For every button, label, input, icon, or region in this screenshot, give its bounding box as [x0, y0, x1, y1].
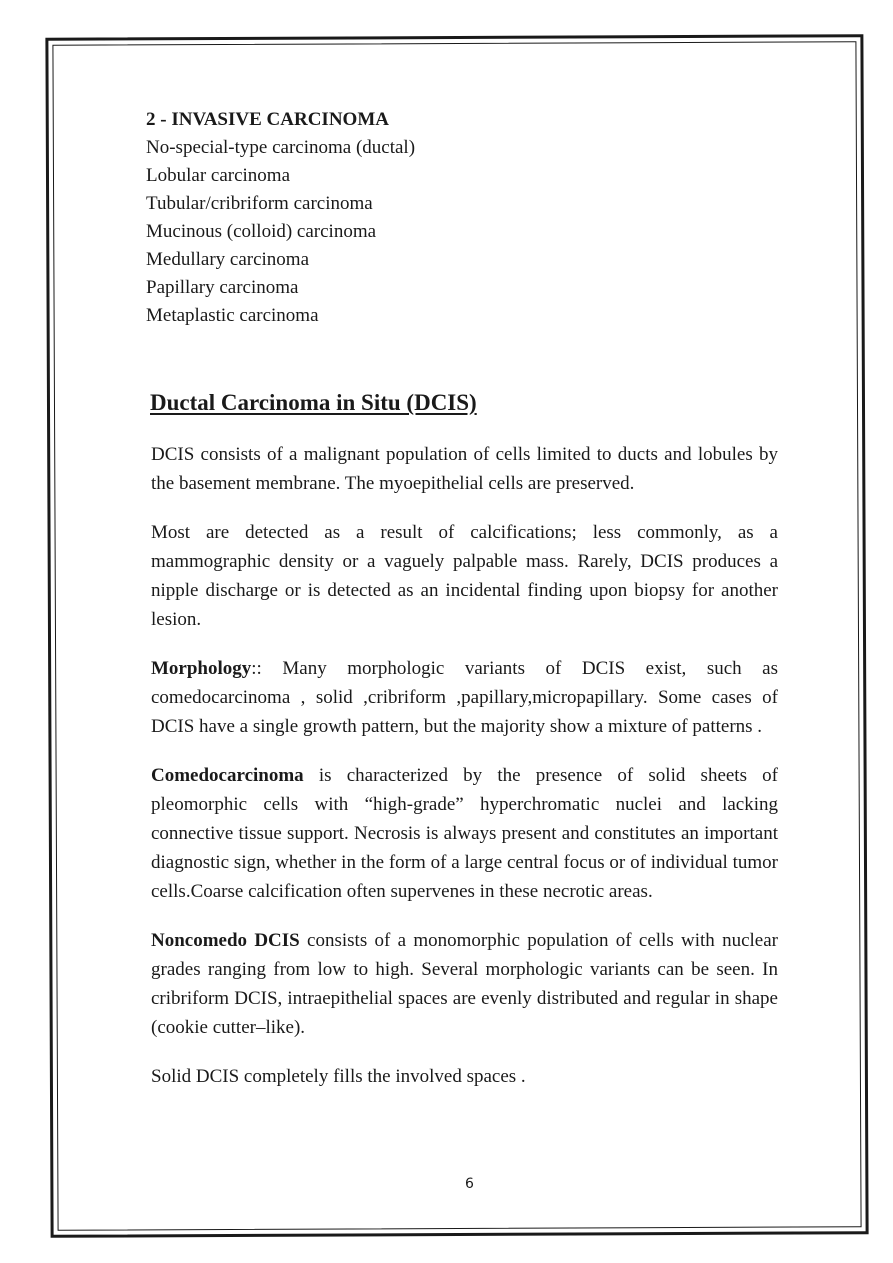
list-item: Metaplastic carcinoma	[146, 305, 319, 326]
list-item: Tubular/cribriform carcinoma	[146, 193, 373, 214]
noncomedo-paragraph	[151, 926, 778, 1042]
morphology-paragraph	[151, 654, 778, 741]
list-item: Papillary carcinoma	[146, 277, 299, 298]
dcis-detection-paragraph: Most are detected as a result of calcifications; less commonly, as a mammographic density or a vaguely palpable mass. Rarely, DCIS produces a nipple discharge or is detected as an incidental finding upon biopsy for another lesion.	[151, 522, 778, 630]
dcis-definition-paragraph: DCIS consists of a malignant population of cells limited to ducts and lobules by the basement membrane. The myoepithelial cells are preserved.	[151, 444, 778, 494]
comedocarcinoma-paragraph	[151, 761, 778, 906]
list-item: Lobular carcinoma	[146, 165, 291, 186]
page-content	[146, 106, 778, 1091]
list-item: No-special-type carcinoma (ductal)	[146, 137, 416, 158]
noncomedo-text: consists of a monomorphic population of cells with nuclear grades ranging from low to high. Several morphologic variants can be seen. In cribriform DCIS, intraepithelial spaces are evenly distributed and regular in shape (cookie cutter–like).	[151, 930, 778, 1038]
list-item: Medullary carcinoma	[146, 249, 310, 270]
page-number: 6	[465, 1176, 474, 1192]
morphology-label: Morphology	[151, 658, 252, 679]
comedocarcinoma-label: Comedocarcinoma	[151, 765, 304, 786]
solid-dcis-paragraph: Solid DCIS completely fills the involved spaces .	[151, 1066, 526, 1087]
page-number-container	[0, 1176, 893, 1192]
comedocarcinoma-text: is characterized by the presence of solid sheets of pleomorphic cells with “high-grade” hyperchromatic nuclei and lacking connective tissue support. Necrosis is always present and constitutes an important diagnostic sign, whether in the form of a large central focus or of individual tumor cells.Coarse calcification often supervenes in these necrotic areas.	[151, 765, 778, 902]
list-item: Mucinous (colloid) carcinoma	[146, 221, 377, 242]
morphology-text: :: Many morphologic variants of DCIS exist, such as comedocarcinoma , solid ,cribriform ,papillary,micropapillary. Some cases of DCIS have a single growth pattern, but the majority show a mixture of patterns .	[151, 658, 778, 737]
noncomedo-label: Noncomedo DCIS	[151, 930, 300, 951]
invasive-carcinoma-heading: 2 - INVASIVE CARCINOMA	[146, 109, 389, 130]
dcis-heading: Ductal Carcinoma in Situ (DCIS)	[150, 390, 477, 415]
